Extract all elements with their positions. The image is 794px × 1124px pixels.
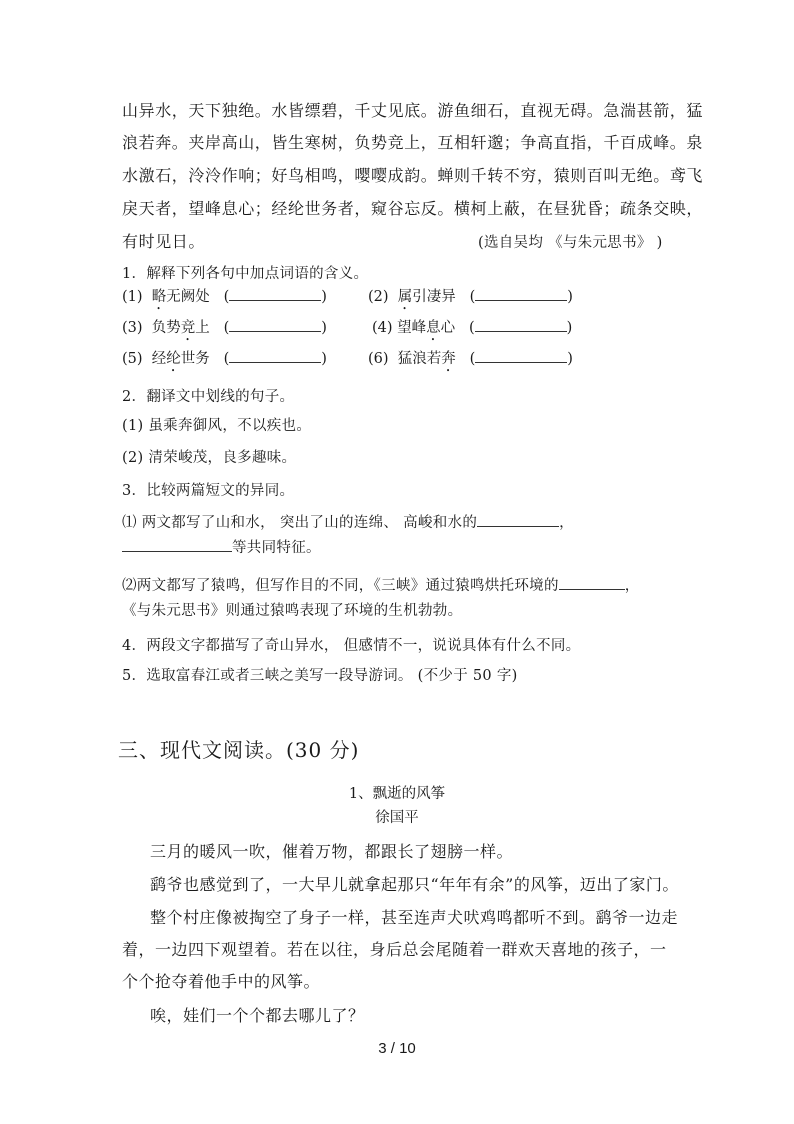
answer-blank[interactable] [122, 539, 232, 552]
passage-line-2: 浪若奔。夹岸高山，皆生寒树，负势竞上，互相轩邈；争高直指，千百成峰。泉 [122, 133, 704, 152]
vocab-item-2: (2) 属引凄异 ( ) [368, 289, 573, 305]
vocab-item-1: (1) 略无阙处 ( ) [122, 289, 327, 305]
q3-part-2-line-2: 《与朱元思书》则通过猿鸣表现了环境的生机勃勃。 [122, 603, 463, 619]
article-title: 1、飘逝的风筝 [348, 786, 446, 802]
answer-blank[interactable] [477, 514, 559, 527]
q3-part-1-line-2: 等共同特征。 [122, 536, 321, 557]
dotted-char: 奔 [441, 351, 456, 367]
page-number: 3 / 10 [378, 1040, 416, 1057]
answer-blank[interactable] [475, 288, 567, 301]
q3-title: 3．比较两篇短文的异同。 [122, 483, 295, 499]
passage-source: (选自吴均 《与朱元思书》 ) [478, 235, 663, 251]
article-paragraph-4: 唉，娃们一个个都去哪儿了？ [150, 1006, 365, 1025]
q1-title: 1．解释下列各句中加点词语的含义。 [122, 266, 369, 282]
q3-part-1-line-1: ⑴ 两文都写了山和水， 突出了山的连绵、 高峻和水的 ， [122, 515, 574, 531]
q3-part-2-line-1: ⑵两文都写了猿鸣，但写作目的不同，《三峡》通过猿鸣烘托环境的 ， [122, 578, 640, 594]
dotted-char: 略 [151, 289, 167, 305]
q4: 4．两段文字都描写了奇山异水， 但感情不一，说说具体有什么不同。 [122, 638, 581, 654]
q5: 5．选取富春江或者三峡之美写一段导游词。 (不少于 50 字) [122, 668, 518, 684]
q2-title: 2．翻译文中划线的句子。 [122, 389, 295, 405]
answer-blank[interactable] [229, 319, 321, 332]
dotted-char: 纶 [166, 351, 181, 367]
article-author: 徐国平 [375, 810, 419, 826]
dotted-char: 属 [397, 289, 413, 305]
passage-line-3: 水激石，泠泠作响；好鸟相鸣，嘤嘤成韵。蝉则千转不穷，猿则百叫无绝。鸢飞 [122, 166, 704, 185]
passage-line-5: 有时见日。 [122, 232, 206, 251]
dotted-char: 竞 [180, 320, 196, 336]
answer-blank[interactable] [559, 577, 625, 590]
article-paragraph-2: 鹞爷也感觉到了，一大早儿就拿起那只“年年有余”的风筝，迈出了家门。 [150, 875, 679, 894]
passage-line-4: 戾天者，望峰息心；经纶世务者，窥谷忘反。横柯上蔽，在昼犹昏；疏条交映， [122, 199, 704, 218]
passage-line-1: 山异水，天下独绝。水皆缥碧，千丈见底。游鱼细石，直视无碍。急湍甚箭，猛 [122, 101, 704, 120]
vocab-item-3: (3) 负势竞上 ( ) [122, 320, 327, 336]
q2-sentence-2: (2) 清荣峻茂，良多趣味。 [122, 450, 297, 466]
q2-sentence-1: (1) 虽乘奔御风，不以疾也。 [122, 418, 312, 434]
answer-blank[interactable] [229, 288, 321, 301]
answer-blank[interactable] [229, 350, 321, 363]
section-heading: 三、现代文阅读。(30 分) [118, 738, 360, 762]
article-paragraph-1: 三月的暖风一吹，催着万物，都跟长了翅膀一样。 [150, 842, 514, 861]
answer-blank[interactable] [475, 350, 567, 363]
dotted-char: 息 [426, 320, 441, 336]
vocab-item-5: (5) 经纶世务 ( ) [122, 351, 327, 367]
vocab-item-6: (6) 猛浪若奔 ( ) [368, 351, 573, 367]
answer-blank[interactable] [475, 319, 567, 332]
vocab-item-4: (4) 望峰息心 ( ) [372, 320, 573, 336]
article-paragraph-3: 整个村庄像被掏空了身子一样，甚至连声犬吠鸡鸣都听不到。鹞爷一边走着，一边四下观望着。若在以往，身后总会尾随着一群欢天喜地的孩子，一个个抢夺着他手中的风筝。 [122, 908, 679, 991]
